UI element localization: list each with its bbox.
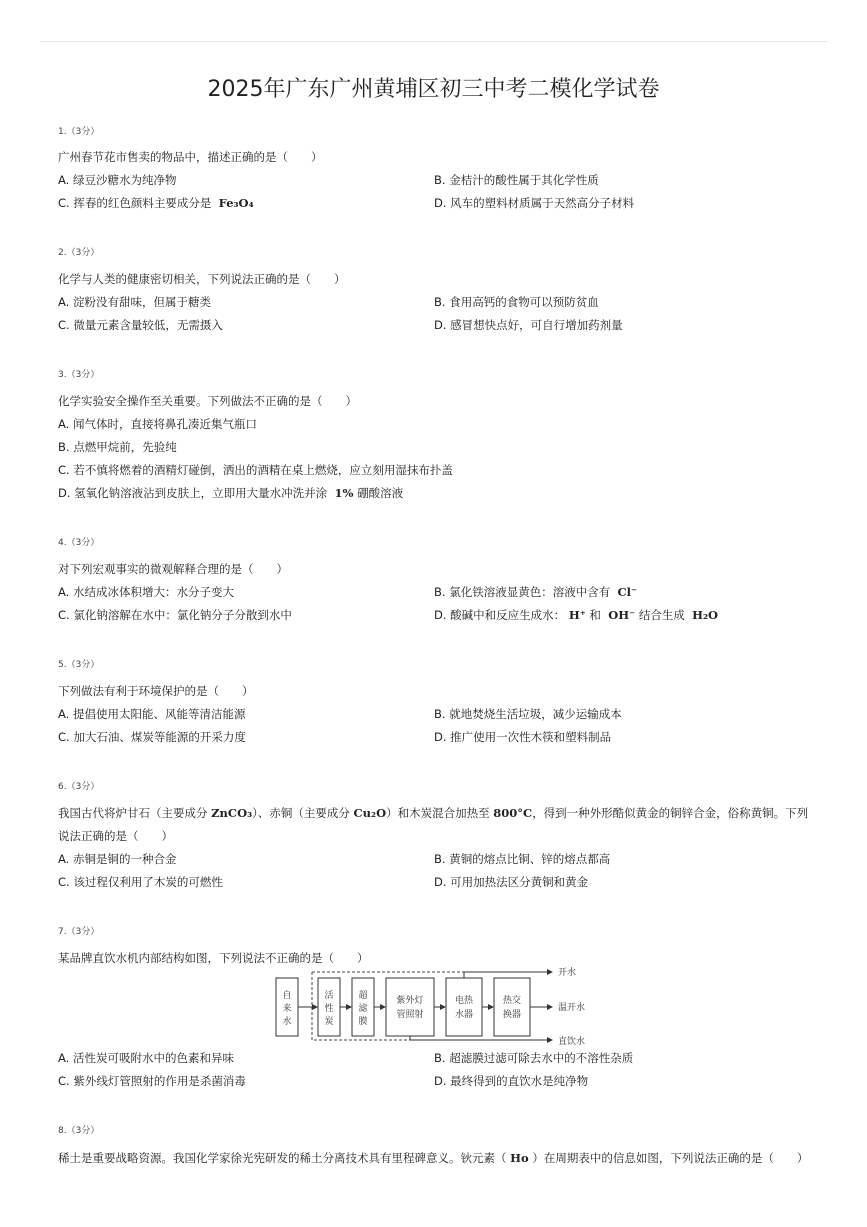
stem-text: ，得到一种外形酷似黄金的铜锌合金，俗称黄铜。下列 bbox=[532, 806, 809, 820]
question-7-option-b[interactable]: B. 超滤膜过滤可除去水中的不溶性杂质 bbox=[434, 1051, 634, 1065]
question-3-number: 3.（3分） bbox=[58, 370, 100, 380]
question-2-number: 2.（3分） bbox=[58, 248, 100, 258]
formula: H₂O bbox=[692, 608, 719, 622]
question-1-option-a[interactable]: A. 绿豆沙糖水为纯净物 bbox=[58, 173, 177, 187]
box-tap-water-label-2: 来 bbox=[282, 1004, 292, 1014]
box-uv-lamp-label-2: 管照射 bbox=[396, 1010, 424, 1020]
option-text: D. 酸碱中和反应生成水： bbox=[434, 608, 566, 622]
page-title: 2025年广东广州黄埔区初三中考二模化学试卷 bbox=[207, 77, 660, 102]
box-water-heater bbox=[446, 978, 482, 1036]
question-6-option-b[interactable]: B. 黄铜的熔点比铜、锌的熔点都高 bbox=[434, 852, 611, 866]
formula: Ho bbox=[510, 1151, 529, 1165]
stem-text: ）、赤铜（主要成分 bbox=[252, 806, 350, 820]
output-drinking-water: 直饮水 bbox=[558, 1037, 586, 1047]
question-1-number: 1.（3分） bbox=[58, 127, 100, 137]
question-6-number: 6.（3分） bbox=[58, 782, 100, 792]
question-3-option-b[interactable]: B. 点燃甲烷前，先验纯 bbox=[58, 440, 177, 454]
question-3-option-d[interactable] bbox=[58, 485, 403, 501]
box-activated-carbon-label-1: 活 bbox=[324, 991, 334, 1001]
box-heat-exchanger-label-1: 热交 bbox=[502, 996, 522, 1006]
question-4-stem: 对下列宏观事实的微观解释合理的是（ ） bbox=[58, 562, 288, 576]
box-ultrafiltration-label-2: 滤 bbox=[358, 1004, 368, 1014]
box-heat-exchanger bbox=[494, 978, 530, 1036]
stem-text: 我国古代将炉甘石（主要成分 bbox=[58, 806, 208, 820]
question-4-number: 4.（3分） bbox=[58, 538, 100, 548]
stem-text: ）和木炭混合加热至 bbox=[386, 806, 490, 820]
question-7-stem: 某品牌直饮水机内部结构如图，下列说法不正确的是（ ） bbox=[58, 951, 369, 965]
box-tap-water-label-1: 自 bbox=[282, 991, 292, 1001]
box-tap-water-label-3: 水 bbox=[282, 1017, 292, 1027]
box-activated-carbon-label-2: 性 bbox=[324, 1004, 334, 1014]
question-4-option-c[interactable]: C. 氯化钠溶解在水中：氯化钠分子分散到水中 bbox=[58, 608, 292, 622]
output-warm-water: 温开水 bbox=[558, 1003, 586, 1013]
box-uv-lamp bbox=[386, 978, 434, 1036]
box-ultrafiltration-label-3: 膜 bbox=[358, 1017, 368, 1027]
question-2-option-a[interactable]: A. 淀粉没有甜味，但属于糖类 bbox=[58, 295, 211, 309]
output-boiling-water: 开水 bbox=[558, 968, 577, 978]
box-uv-lamp-label-1: 紫外灯 bbox=[396, 996, 424, 1006]
option-text: B. 氯化铁溶液显黄色：溶液中含有 bbox=[434, 585, 611, 599]
box-water-heater-label-1: 电热 bbox=[454, 996, 474, 1006]
question-6-option-c[interactable]: C. 该过程仅利用了木炭的可燃性 bbox=[58, 875, 223, 889]
question-2-stem: 化学与人类的健康密切相关，下列说法正确的是（ ） bbox=[58, 272, 346, 286]
question-7-number: 7.（3分） bbox=[58, 927, 100, 937]
formula: Cu₂O bbox=[353, 806, 387, 820]
question-7-option-a[interactable]: A. 活性炭可吸附水中的色素和异味 bbox=[58, 1051, 234, 1065]
formula: 1% bbox=[334, 486, 354, 500]
dashed-enclosure bbox=[312, 972, 547, 1040]
question-1-option-b[interactable]: B. 金桔汁的酸性属于其化学性质 bbox=[434, 173, 599, 187]
question-5-number: 5.（3分） bbox=[58, 660, 100, 670]
formula: H⁺ bbox=[568, 608, 586, 622]
question-6-option-d[interactable]: D. 可用加热法区分黄铜和黄金 bbox=[434, 875, 589, 889]
box-water-heater-label-2: 水器 bbox=[454, 1010, 474, 1020]
stem-text: ）在周期表中的信息如图，下列说法正确的是（ ） bbox=[532, 1151, 809, 1165]
question-7-option-c[interactable]: C. 紫外线灯管照射的作用是杀菌消毒 bbox=[58, 1074, 246, 1088]
question-8-number: 8.（3分） bbox=[58, 1126, 100, 1136]
formula: OH⁻ bbox=[608, 608, 636, 622]
option-text: 结合生成 bbox=[638, 608, 685, 622]
formula: Fe₃O₄ bbox=[218, 196, 254, 210]
question-4-option-d[interactable] bbox=[434, 607, 718, 623]
question-3-option-c[interactable]: C. 若不慎将燃着的酒精灯碰倒，洒出的酒精在桌上燃烧，应立刻用湿抹布扑盖 bbox=[58, 463, 453, 477]
box-heat-exchanger-label-2: 换器 bbox=[502, 1010, 522, 1020]
formula: ZnCO₃ bbox=[211, 806, 253, 820]
question-1-stem: 广州春节花市售卖的物品中，描述正确的是（ ） bbox=[58, 150, 323, 164]
question-4-option-b[interactable] bbox=[434, 584, 637, 600]
question-5-option-d[interactable]: D. 推广使用一次性木筷和塑料制品 bbox=[434, 730, 612, 744]
question-5-stem: 下列做法有利于环境保护的是（ ） bbox=[58, 684, 254, 698]
question-2-option-b[interactable]: B. 食用高钙的食物可以预防贫血 bbox=[434, 295, 599, 309]
question-1-option-c[interactable] bbox=[58, 195, 254, 211]
option-text: 和 bbox=[589, 608, 601, 622]
box-ultrafiltration-label-1: 超 bbox=[358, 991, 368, 1001]
option-text: D. 氢氧化钠溶液沾到皮肤上，立即用大量水冲洗并涂 bbox=[58, 486, 328, 500]
question-5-option-a[interactable]: A. 提倡使用太阳能、风能等清洁能源 bbox=[58, 707, 246, 721]
question-6-option-a[interactable]: A. 赤铜是铜的一种合金 bbox=[58, 852, 177, 866]
question-3-stem: 化学实验安全操作至关重要。下列做法不正确的是（ ） bbox=[58, 394, 357, 408]
box-activated-carbon-label-3: 炭 bbox=[324, 1017, 334, 1027]
water-purifier-diagram bbox=[272, 966, 612, 1048]
question-6-stem-line1 bbox=[58, 805, 808, 821]
question-2-option-d[interactable]: D. 感冒想快点好，可自行增加药剂量 bbox=[434, 318, 623, 332]
question-5-option-c[interactable]: C. 加大石油、煤炭等能源的开采力度 bbox=[58, 730, 246, 744]
question-3-option-a[interactable]: A. 闻气体时，直接将鼻孔凑近集气瓶口 bbox=[58, 417, 257, 431]
question-8-stem bbox=[58, 1150, 808, 1166]
formula: 800°C bbox=[493, 806, 533, 820]
top-divider bbox=[40, 41, 827, 42]
option-text-tail: 硼酸溶液 bbox=[357, 486, 404, 500]
option-text: C. 挥春的红色颜料主要成分是 bbox=[58, 196, 212, 210]
question-7-option-d[interactable]: D. 最终得到的直饮水是纯净物 bbox=[434, 1074, 589, 1088]
stem-text: 稀土是重要战略资源。我国化学家徐光宪研发的稀土分离技术具有里程碑意义。钬元素（ bbox=[58, 1151, 507, 1165]
question-2-option-c[interactable]: C. 微量元素含量较低，无需摄入 bbox=[58, 318, 223, 332]
formula: Cl⁻ bbox=[617, 585, 638, 599]
question-4-option-a[interactable]: A. 水结成冰体积增大：水分子变大 bbox=[58, 585, 234, 599]
question-5-option-b[interactable]: B. 就地焚烧生活垃圾，减少运输成本 bbox=[434, 707, 622, 721]
question-6-stem-line2: 说法正确的是（ ） bbox=[58, 829, 173, 843]
question-1-option-d[interactable]: D. 风车的塑料材质属于天然高分子材料 bbox=[434, 196, 635, 210]
